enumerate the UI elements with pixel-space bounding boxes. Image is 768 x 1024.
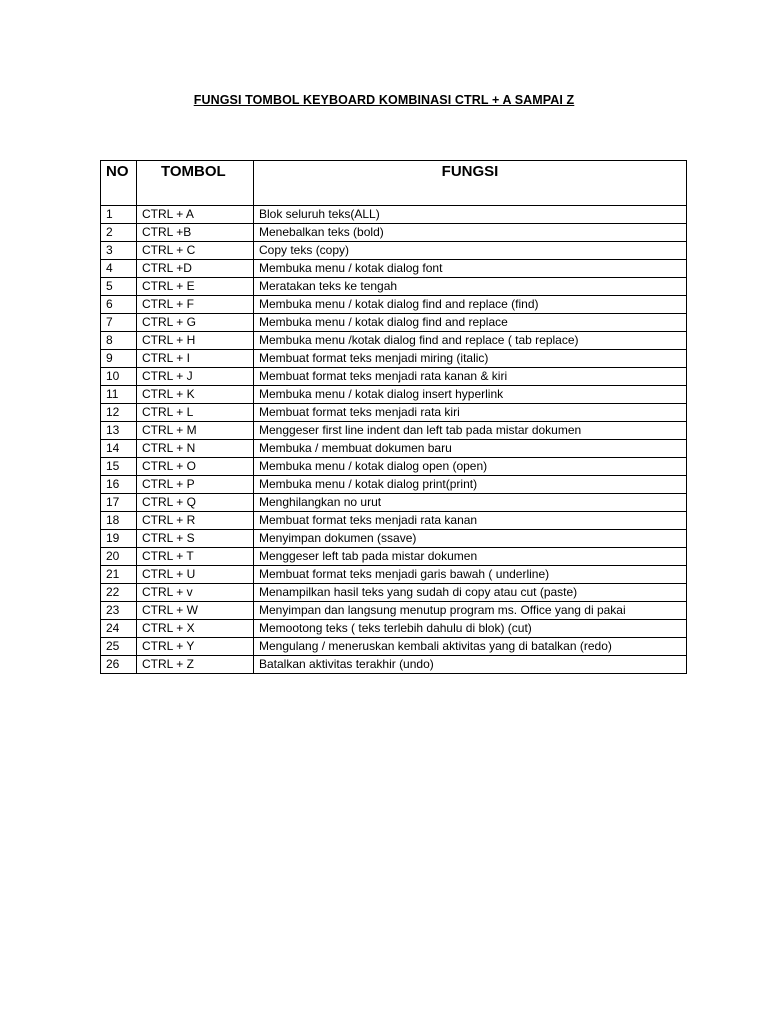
cell-fungsi: Menebalkan teks (bold) bbox=[254, 224, 687, 242]
cell-tombol: CTRL + Z bbox=[137, 656, 254, 674]
cell-fungsi: Menghilangkan no urut bbox=[254, 494, 687, 512]
cell-tombol: CTRL + L bbox=[137, 404, 254, 422]
table-row bbox=[101, 368, 687, 386]
table-row bbox=[101, 638, 687, 656]
cell-no: 13 bbox=[101, 422, 137, 440]
cell-tombol: CTRL + U bbox=[137, 566, 254, 584]
cell-fungsi: Menampilkan hasil teks yang sudah di copy atau cut (paste) bbox=[254, 584, 687, 602]
table-row bbox=[101, 530, 687, 548]
table-row bbox=[101, 440, 687, 458]
cell-no: 4 bbox=[101, 260, 137, 278]
cell-tombol: CTRL + T bbox=[137, 548, 254, 566]
cell-tombol: CTRL + N bbox=[137, 440, 254, 458]
cell-no: 23 bbox=[101, 602, 137, 620]
cell-tombol: CTRL + A bbox=[137, 206, 254, 224]
cell-tombol: CTRL + W bbox=[137, 602, 254, 620]
cell-tombol: CTRL + K bbox=[137, 386, 254, 404]
cell-fungsi: Batalkan aktivitas terakhir (undo) bbox=[254, 656, 687, 674]
cell-fungsi: Menggeser left tab pada mistar dokumen bbox=[254, 548, 687, 566]
cell-no: 26 bbox=[101, 656, 137, 674]
table-row bbox=[101, 476, 687, 494]
table-row bbox=[101, 458, 687, 476]
cell-fungsi: Membuka menu / kotak dialog insert hyperlink bbox=[254, 386, 687, 404]
cell-fungsi: Membuka menu / kotak dialog font bbox=[254, 260, 687, 278]
table-row bbox=[101, 242, 687, 260]
cell-fungsi: Meratakan teks ke tengah bbox=[254, 278, 687, 296]
cell-fungsi: Menyimpan dokumen (ssave) bbox=[254, 530, 687, 548]
table-row bbox=[101, 260, 687, 278]
cell-fungsi: Membuka menu / kotak dialog print(print) bbox=[254, 476, 687, 494]
table-row bbox=[101, 566, 687, 584]
cell-no: 18 bbox=[101, 512, 137, 530]
cell-no: 14 bbox=[101, 440, 137, 458]
cell-fungsi: Membuat format teks menjadi garis bawah ( underline) bbox=[254, 566, 687, 584]
table-header-row bbox=[101, 161, 687, 206]
shortcut-table bbox=[100, 160, 687, 674]
cell-no: 3 bbox=[101, 242, 137, 260]
cell-no: 24 bbox=[101, 620, 137, 638]
header-no: NO bbox=[101, 161, 137, 206]
cell-no: 12 bbox=[101, 404, 137, 422]
table-row bbox=[101, 584, 687, 602]
cell-fungsi: Membuat format teks menjadi rata kiri bbox=[254, 404, 687, 422]
cell-tombol: CTRL + X bbox=[137, 620, 254, 638]
table-row bbox=[101, 350, 687, 368]
table-row bbox=[101, 494, 687, 512]
cell-tombol: CTRL + Q bbox=[137, 494, 254, 512]
cell-no: 16 bbox=[101, 476, 137, 494]
table-row bbox=[101, 512, 687, 530]
table-body bbox=[101, 206, 687, 674]
cell-fungsi: Membuat format teks menjadi rata kanan bbox=[254, 512, 687, 530]
table-row bbox=[101, 620, 687, 638]
cell-no: 7 bbox=[101, 314, 137, 332]
cell-tombol: CTRL +B bbox=[137, 224, 254, 242]
cell-tombol: CTRL + G bbox=[137, 314, 254, 332]
table-row bbox=[101, 296, 687, 314]
header-tombol: TOMBOL bbox=[137, 161, 254, 206]
cell-tombol: CTRL + J bbox=[137, 368, 254, 386]
table-row bbox=[101, 602, 687, 620]
cell-no: 8 bbox=[101, 332, 137, 350]
table-row bbox=[101, 548, 687, 566]
table-row bbox=[101, 206, 687, 224]
cell-fungsi: Membuka / membuat dokumen baru bbox=[254, 440, 687, 458]
cell-fungsi: Membuat format teks menjadi rata kanan & kiri bbox=[254, 368, 687, 386]
header-fungsi: FUNGSI bbox=[254, 161, 687, 206]
cell-no: 17 bbox=[101, 494, 137, 512]
cell-tombol: CTRL + M bbox=[137, 422, 254, 440]
cell-tombol: CTRL + Y bbox=[137, 638, 254, 656]
cell-tombol: CTRL + I bbox=[137, 350, 254, 368]
table-row bbox=[101, 224, 687, 242]
cell-fungsi: Membuka menu / kotak dialog open (open) bbox=[254, 458, 687, 476]
table-row bbox=[101, 278, 687, 296]
cell-no: 19 bbox=[101, 530, 137, 548]
page-title: FUNGSI TOMBOL KEYBOARD KOMBINASI CTRL + A SAMPAI Z bbox=[193, 93, 575, 107]
table-row bbox=[101, 332, 687, 350]
cell-fungsi: Mengulang / meneruskan kembali aktivitas yang di batalkan (redo) bbox=[254, 638, 687, 656]
cell-no: 10 bbox=[101, 368, 137, 386]
cell-no: 2 bbox=[101, 224, 137, 242]
cell-fungsi: Menyimpan dan langsung menutup program ms. Office yang di pakai bbox=[254, 602, 687, 620]
cell-tombol: CTRL + H bbox=[137, 332, 254, 350]
cell-tombol: CTRL + S bbox=[137, 530, 254, 548]
cell-no: 20 bbox=[101, 548, 137, 566]
cell-tombol: CTRL + O bbox=[137, 458, 254, 476]
table-row bbox=[101, 314, 687, 332]
cell-no: 5 bbox=[101, 278, 137, 296]
cell-fungsi: Blok seluruh teks(ALL) bbox=[254, 206, 687, 224]
cell-no: 6 bbox=[101, 296, 137, 314]
cell-fungsi: Membuat format teks menjadi miring (italic) bbox=[254, 350, 687, 368]
cell-fungsi: Membuka menu / kotak dialog find and replace (find) bbox=[254, 296, 687, 314]
table-row bbox=[101, 404, 687, 422]
cell-fungsi: Membuka menu /kotak dialog find and replace ( tab replace) bbox=[254, 332, 687, 350]
cell-fungsi: Membuka menu / kotak dialog find and replace bbox=[254, 314, 687, 332]
cell-tombol: CTRL + F bbox=[137, 296, 254, 314]
cell-no: 25 bbox=[101, 638, 137, 656]
cell-no: 15 bbox=[101, 458, 137, 476]
cell-fungsi: Copy teks (copy) bbox=[254, 242, 687, 260]
cell-tombol: CTRL + R bbox=[137, 512, 254, 530]
cell-fungsi: Memootong teks ( teks terlebih dahulu di blok) (cut) bbox=[254, 620, 687, 638]
cell-tombol: CTRL + E bbox=[137, 278, 254, 296]
cell-no: 21 bbox=[101, 566, 137, 584]
table-row bbox=[101, 422, 687, 440]
cell-no: 9 bbox=[101, 350, 137, 368]
cell-fungsi: Menggeser first line indent dan left tab pada mistar dokumen bbox=[254, 422, 687, 440]
cell-tombol: CTRL + v bbox=[137, 584, 254, 602]
cell-tombol: CTRL + C bbox=[137, 242, 254, 260]
cell-no: 22 bbox=[101, 584, 137, 602]
table-row bbox=[101, 386, 687, 404]
table-row bbox=[101, 656, 687, 674]
cell-tombol: CTRL + P bbox=[137, 476, 254, 494]
cell-no: 1 bbox=[101, 206, 137, 224]
cell-no: 11 bbox=[101, 386, 137, 404]
cell-tombol: CTRL +D bbox=[137, 260, 254, 278]
